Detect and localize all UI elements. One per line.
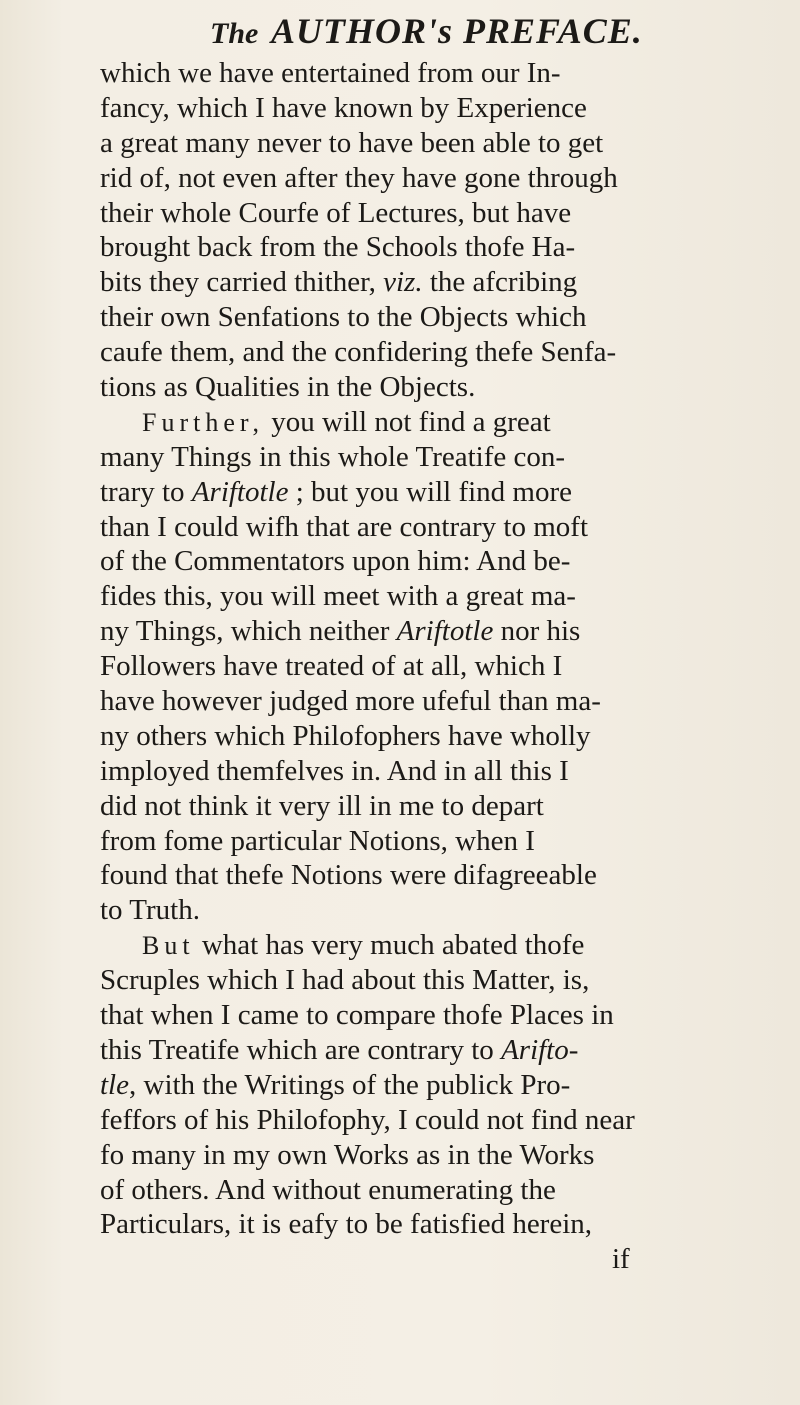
text-line: a great many never to have been able to get <box>100 126 604 159</box>
text-line: Scruples which I had about this Matter, is, <box>100 964 590 997</box>
italic-aristotle: Arifto- <box>501 1033 579 1066</box>
text-line: Followers have treated of at all, which I <box>100 650 563 683</box>
text-line <box>100 614 780 649</box>
text-line <box>100 1068 780 1103</box>
text-run: trary to <box>100 475 185 508</box>
text-line: to Truth. <box>100 894 200 927</box>
text-line: fancy, which I have known by Experience <box>100 91 587 124</box>
small-caps-word: Further, <box>142 407 264 437</box>
text-line: caufe them, and the confidering thefe Senfa- <box>100 336 617 369</box>
text-line: brought back from the Schools thofe Ha- <box>100 231 576 264</box>
text-line: tions as Qualities in the Objects. <box>100 371 476 404</box>
text-line: their own Senfations to the Objects which <box>100 301 587 334</box>
text-run: bits they carried thither, <box>100 266 376 299</box>
text-run: you will not find a great <box>271 405 551 438</box>
text-line: which we have entertained from our In- <box>100 57 561 89</box>
text-line: that when I came to compare thofe Places in <box>100 999 614 1032</box>
text-line: ny others which Philofophers have wholly <box>100 719 591 752</box>
text-run: this Treatife which are contrary to <box>100 1033 494 1066</box>
text-line: many Things in this whole Treatife con- <box>100 440 566 473</box>
text-run: nor his <box>500 615 581 648</box>
text-line <box>100 475 780 510</box>
catchword: if <box>612 1243 630 1276</box>
text-line: their whole Courfe of Lectures, but have <box>100 196 572 229</box>
text-line: fides this, you will meet with a great ma- <box>100 580 576 613</box>
text-line: of the Commentators upon him: And be- <box>100 545 571 578</box>
text-run: ; but you will find more <box>295 475 573 508</box>
text-line: Particulars, it is eafy to be fatisfied herein, <box>100 1208 593 1241</box>
italic-viz: viz. <box>383 266 423 299</box>
text-line: rid of, not even after they have gone through <box>100 161 618 194</box>
text-run: what has very much abated thofe <box>201 929 585 962</box>
text-run: ny Things, which neither <box>100 615 390 648</box>
paragraph-start <box>100 405 780 440</box>
text-line: feffors of his Philofophy, I could not find near <box>100 1103 635 1136</box>
text-run: , with the Writings of the publick Pro- <box>129 1068 571 1101</box>
text-line: found that thefe Notions were difagreeable <box>100 859 597 892</box>
text-line: from fome particular Notions, when I <box>100 824 535 857</box>
text-line <box>100 265 780 300</box>
text-line: imployed themfelves in. And in all this I <box>100 754 569 787</box>
text-line: fo many in my own Works as in the Works <box>100 1138 595 1171</box>
small-caps-word: But <box>142 931 195 961</box>
header-title: AUTHOR's PREFACE. <box>271 11 643 51</box>
italic-aristotle: Ariftotle <box>396 615 494 648</box>
paragraph-start <box>100 928 780 963</box>
italic-aristotle: tle <box>100 1068 129 1101</box>
running-header <box>210 10 730 52</box>
text-line <box>100 1033 780 1068</box>
text-line: did not think it very ill in me to depart <box>100 789 544 822</box>
italic-aristotle: Ariftotle <box>191 475 289 508</box>
text-line: have however judged more ufeful than ma- <box>100 685 601 718</box>
text-line: of others. And without enumerating the <box>100 1173 556 1206</box>
text-run: the afcribing <box>429 266 578 299</box>
text-line: than I could wifh that are contrary to moft <box>100 510 589 543</box>
body-text <box>100 56 780 1277</box>
header-the: The <box>210 17 259 50</box>
